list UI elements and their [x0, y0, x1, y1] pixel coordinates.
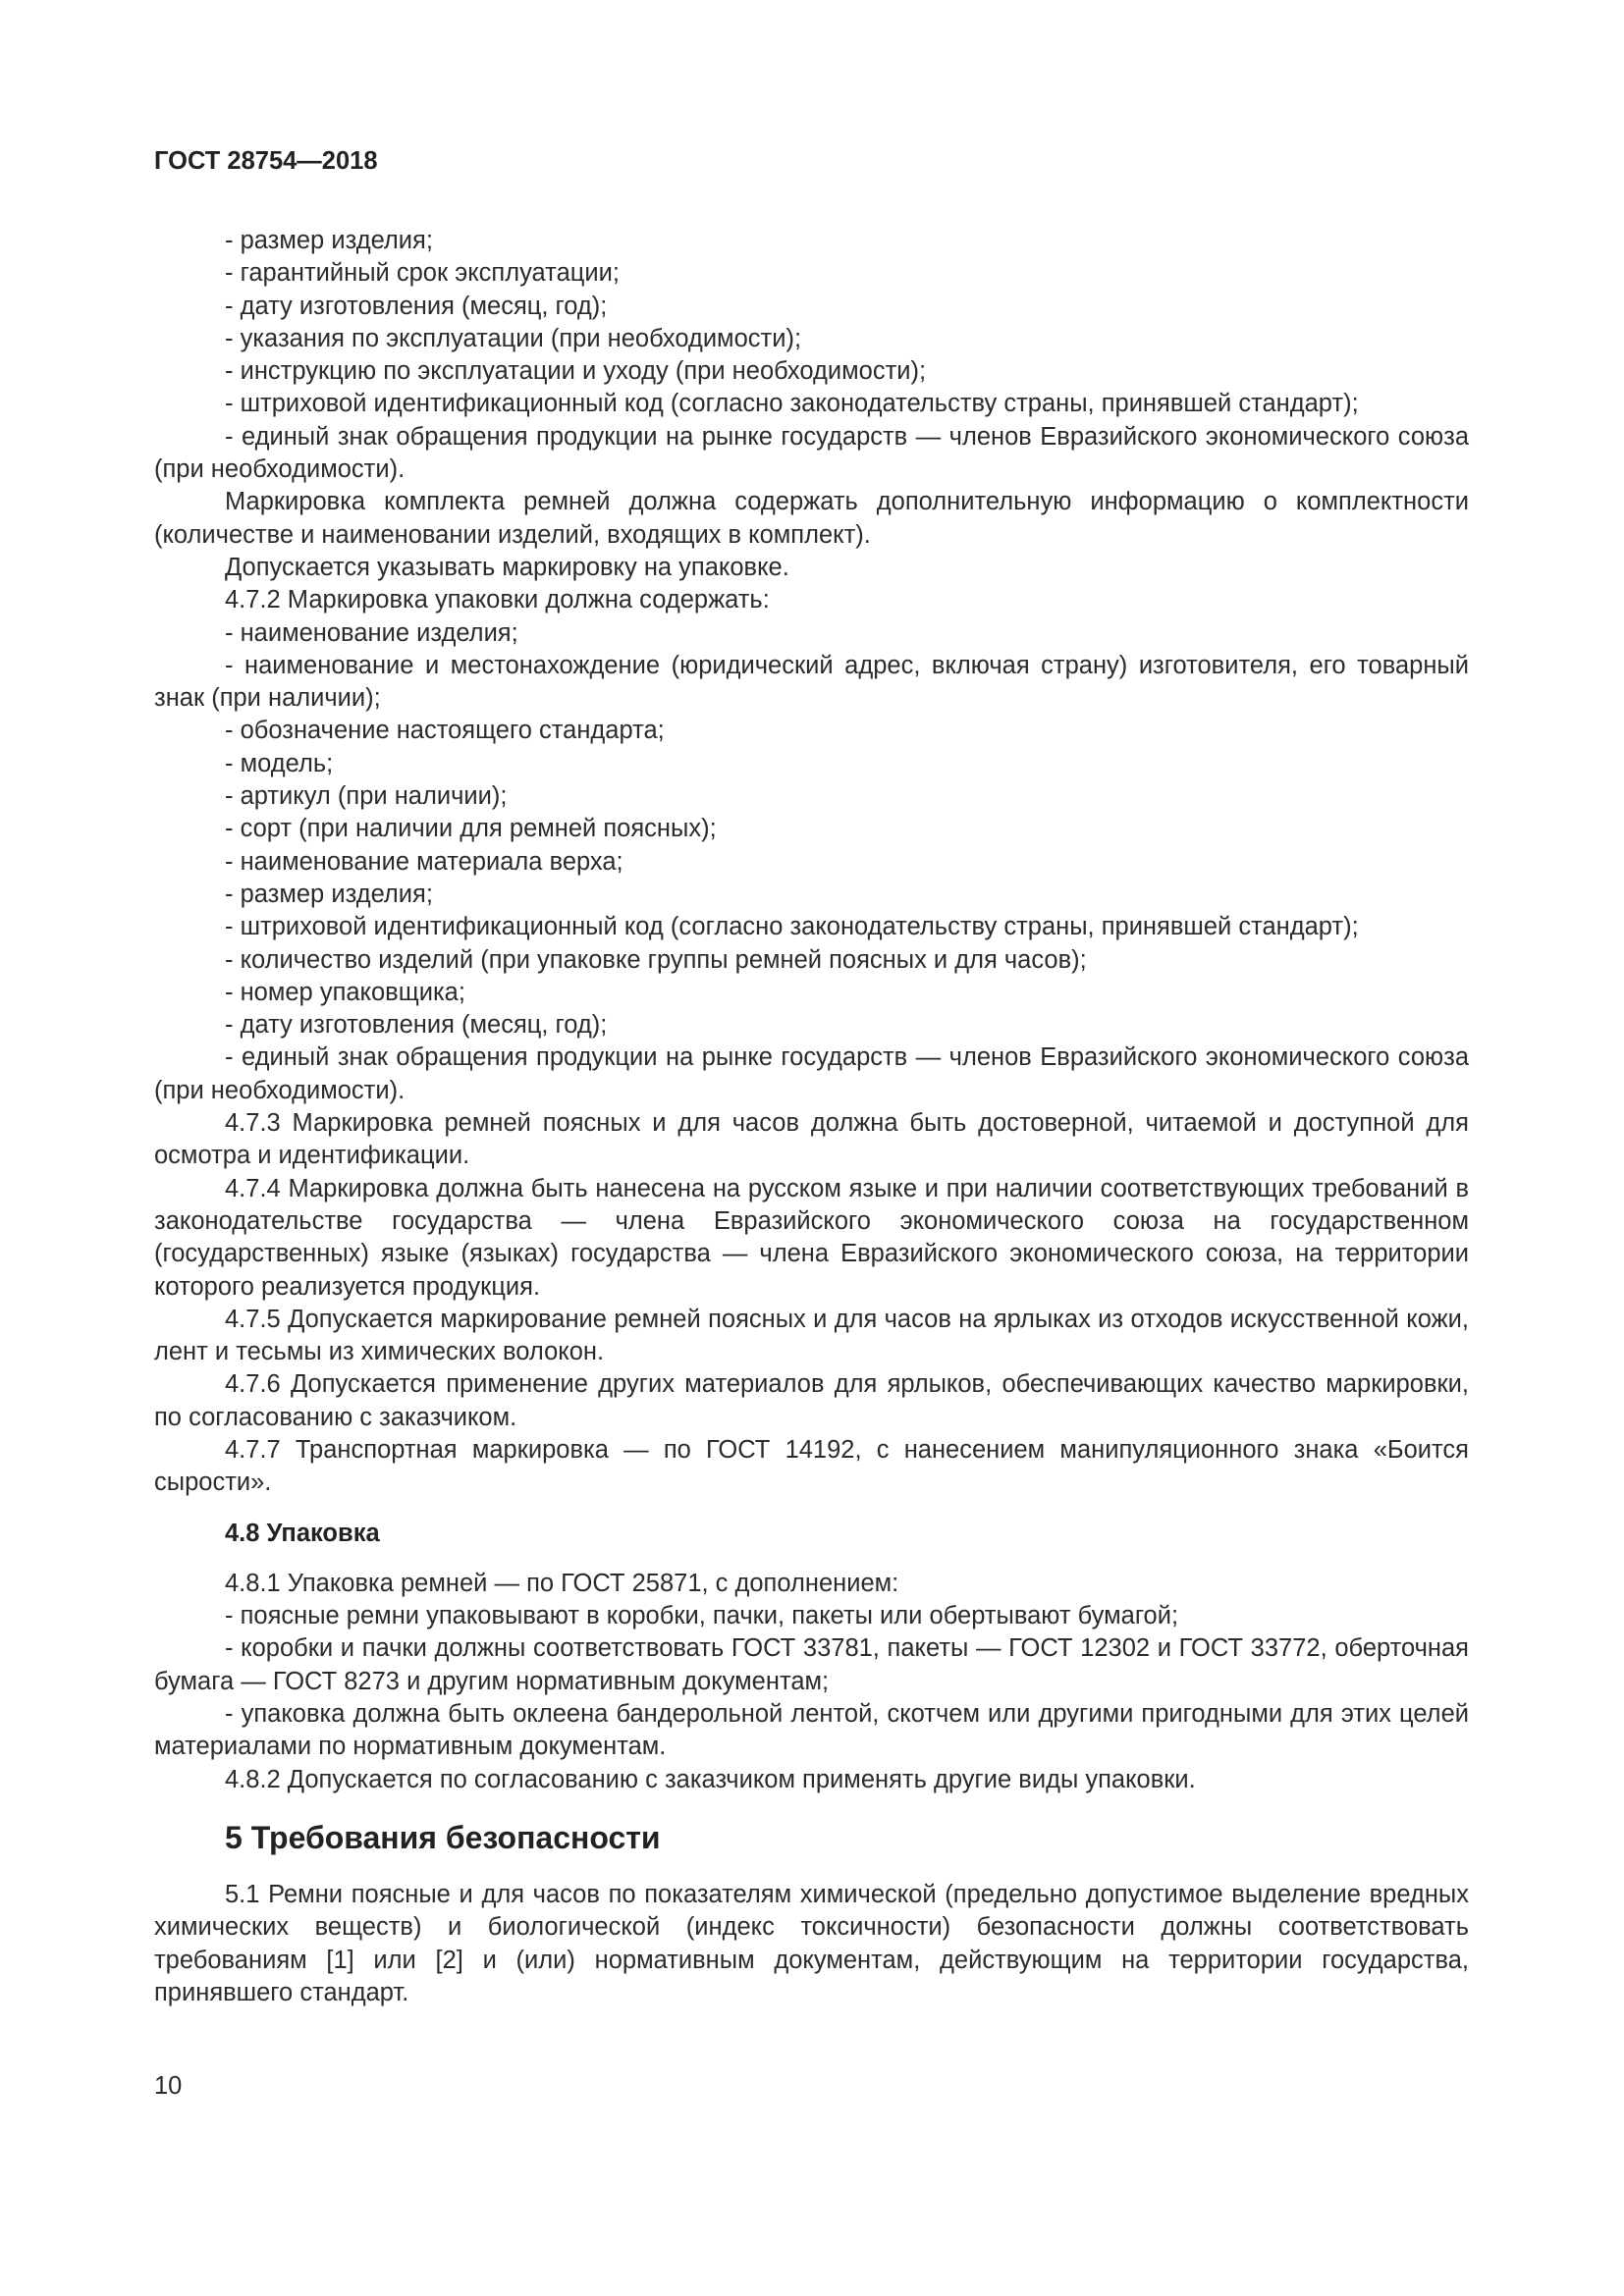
- paragraph: - наименование материала верха;: [225, 847, 623, 876]
- paragraph: 4.7.5 Допускается маркирование ремней поясных и для часов на ярлыках из отходов искусственной кожи, лент и тесьмы из химических волокон.: [154, 1305, 1469, 1366]
- paragraph: - упаковка должна быть оклеена бандерольной лентой, скотчем или другими пригодными для этих целей материалами по нормативным документам.: [154, 1700, 1469, 1761]
- paragraph: - дату изготовления (месяц, год);: [225, 292, 608, 320]
- paragraph: - количество изделий (при упаковке группы ремней поясных и для часов);: [225, 945, 1087, 974]
- paragraph: - номер упаковщика;: [225, 978, 465, 1006]
- paragraph: - коробки и пачки должны соответствовать ГОСТ 33781, пакеты — ГОСТ 12302 и ГОСТ 33772, оберточная бумага — ГОСТ 8273 и другим нормативным документам;: [154, 1634, 1469, 1695]
- paragraph: 4.8.1 Упаковка ремней — по ГОСТ 25871, с дополнением:: [225, 1569, 899, 1597]
- paragraph: - гарантийный срок эксплуатации;: [225, 259, 620, 288]
- paragraph: - обозначение настоящего стандарта;: [225, 717, 665, 745]
- paragraph: - штриховой идентификационный код (согласно законодательству страны, принявшей стандарт);: [225, 390, 1359, 418]
- paragraph: - размер изделия;: [225, 227, 433, 254]
- paragraph: Маркировка комплекта ремней должна содержать дополнительную информацию о комплектности (количестве и наименовании изделий, входящих в комплект).: [154, 488, 1469, 549]
- paragraph: - артикул (при наличии);: [225, 782, 508, 811]
- paragraph: - наименование и местонахождение (юридический адрес, включая страну) изготовителя, его товарный знак (при наличии);: [154, 651, 1469, 713]
- paragraph: - модель;: [225, 749, 334, 777]
- paragraph: Допускается указывать маркировку на упаковке.: [225, 553, 789, 581]
- paragraph: - наименование изделия;: [225, 618, 518, 647]
- paragraph: - инструкцию по эксплуатации и уходу (при необходимости);: [225, 357, 927, 386]
- paragraph: 4.7.4 Маркировка должна быть нанесена на русском языке и при наличии соответствующих требований в законодательстве государства — члена Евразийского экономического союза на государственном (государственных) языке (языках) государства — члена Евразийского экономического союза, на территории которого реализуется продукция.: [154, 1174, 1469, 1301]
- paragraph: - штриховой идентификационный код (согласно законодательству страны, принявшей стандарт);: [225, 913, 1359, 941]
- section-heading-4-8: 4.8 Упаковка: [225, 1519, 380, 1547]
- paragraph: 4.7.3 Маркировка ремней поясных и для часов должна быть достоверной, читаемой и доступной для осмотра и идентификации.: [154, 1109, 1469, 1170]
- paragraph: - поясные ремни упаковывают в коробки, пачки, пакеты или обертывают бумагой;: [225, 1602, 1179, 1630]
- paragraph: - указания по эксплуатации (при необходимости);: [225, 324, 802, 352]
- paragraph: - единый знак обращения продукции на рынке государств — членов Евразийского экономического союза (при необходимости).: [154, 422, 1469, 484]
- paragraph: - дату изготовления (месяц, год);: [225, 1011, 608, 1040]
- paragraph: - сорт (при наличии для ремней поясных);: [225, 815, 717, 843]
- page-number: 10: [154, 2072, 183, 2100]
- paragraph: 4.8.2 Допускается по согласованию с заказчиком применять другие виды упаковки.: [225, 1765, 1196, 1793]
- paragraph: - размер изделия;: [225, 880, 433, 908]
- paragraph: - единый знак обращения продукции на рынке государств — членов Евразийского экономического союза (при необходимости).: [154, 1043, 1469, 1104]
- doc-body: [154, 225, 1469, 2009]
- section-heading-5: 5 Требования безопасности: [225, 1819, 661, 1855]
- doc-header: ГОСТ 28754—2018: [154, 147, 378, 175]
- paragraph: 5.1 Ремни поясные и для часов по показателям химической (предельно допустимое выделение вредных химических веществ) и биологической (индекс токсичности) безопасности должны соответствовать требованиям [1] или [2] и (или) нормативным документам, действующим на территории государства, принявшего стандарт.: [154, 1880, 1469, 2006]
- paragraph: 4.7.2 Маркировка упаковки должна содержать:: [225, 586, 770, 614]
- paragraph: 4.7.7 Транспортная маркировка — по ГОСТ 14192, с нанесением манипуляционного знака «Боится сырости».: [154, 1435, 1469, 1497]
- paragraph: 4.7.6 Допускается применение других материалов для ярлыков, обеспечивающих качество маркировки, по согласованию с заказчиком.: [154, 1370, 1469, 1431]
